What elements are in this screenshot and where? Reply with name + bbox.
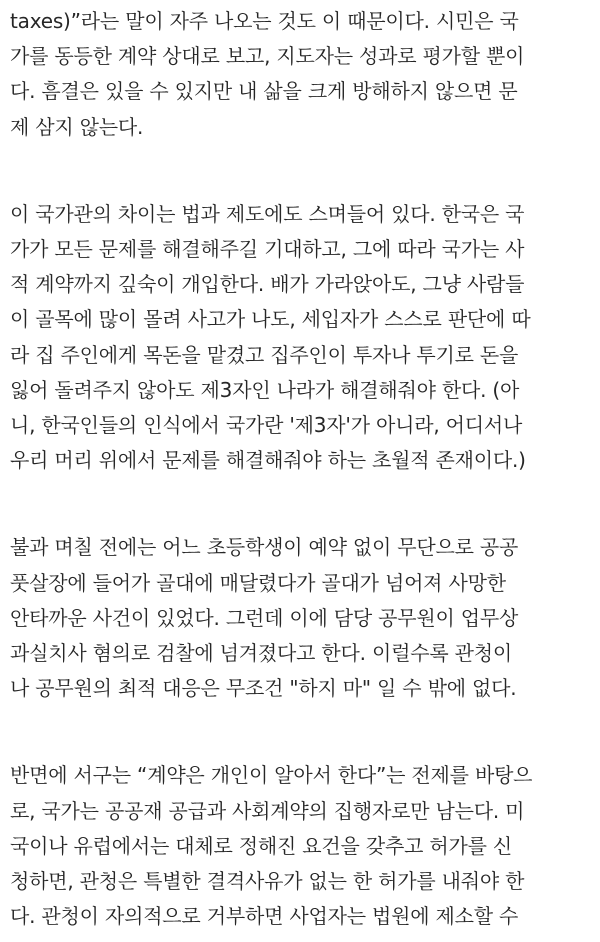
text-line: 과실치사 혐의로 검찰에 넘겨졌다고 한다. 이럴수록 관청이	[10, 641, 512, 666]
text-line: 나 공무원의 최적 대응은 무조건 "하지 마" 일 수 밖에 없다.	[10, 676, 517, 701]
paragraph-spacer	[10, 145, 576, 197]
text-line: 우리 머리 위에서 문제를 해결해줘야 하는 초월적 존재이다.)	[10, 448, 526, 473]
paragraph-spacer	[10, 478, 576, 530]
text-line: 가가 모든 문제를 해결해주길 기대하고, 그에 따라 국가는 사	[10, 237, 525, 262]
text-line: 제 삼지 않는다.	[10, 114, 144, 139]
text-line: 국이나 유럽에서는 대체로 정해진 요건을 갖추고 허가를 신	[10, 833, 512, 858]
text-line: 적 계약까지 깊숙이 개입한다. 배가 가라앉아도, 그냥 사람들	[10, 272, 525, 297]
text-line: 불과 며칠 전에는 어느 초등학생이 예약 없이 무단으로 공공	[10, 535, 519, 560]
text-line: 다. 관청이 자의적으로 거부하면 사업자는 법원에 제소할 수	[10, 904, 519, 929]
text-line: taxes)”라는 말이 자주 나오는 것도 이 때문이다. 시민은 국	[10, 9, 519, 33]
text-line: 니, 한국인들의 인식에서 국가란 '제3자'가 아니라, 어디서나	[10, 413, 523, 438]
paragraph-spacer	[10, 706, 576, 758]
text-line: 안타까운 사건이 있었다. 그런데 이에 담당 공무원이 업무상	[10, 605, 519, 630]
text-line: 로, 국가는 공공재 공급과 사회계약의 집행자로만 남는다. 미	[10, 798, 525, 823]
text-line: 다. 흠결은 있을 수 있지만 내 삶을 크게 방해하지 않으면 문	[10, 79, 518, 104]
text-line: 잃어 돌려주지 않아도 제3자인 나라가 해결해줘야 한다. (아	[10, 377, 520, 402]
text-line: 라 집 주인에게 목돈을 맡겼고 집주인이 투자나 투기로 돈을	[10, 342, 519, 367]
text-line: 반면에 서구는 “계약은 개인이 알아서 한다”는 전제를 바탕으	[10, 763, 533, 788]
text-line: 가를 동등한 계약 상대로 보고, 지도자는 성과로 평가할 뿐이	[10, 44, 525, 69]
paragraph-4	[10, 758, 576, 934]
paragraph-3	[10, 530, 576, 706]
text-line: 이 국가관의 차이는 법과 제도에도 스며들어 있다. 한국은 국	[10, 201, 525, 226]
text-line: 이 골목에 많이 몰려 사고가 나도, 세입자가 스스로 판단에 따	[10, 307, 531, 332]
paragraph-2	[10, 197, 576, 479]
text-line: 풋살장에 들어가 골대에 매달렸다가 골대가 넘어져 사망한	[10, 570, 506, 595]
paragraph-1	[10, 4, 576, 145]
text-line: 청하면, 관청은 특별한 결격사유가 없는 한 허가를 내줘야 한	[10, 869, 525, 894]
